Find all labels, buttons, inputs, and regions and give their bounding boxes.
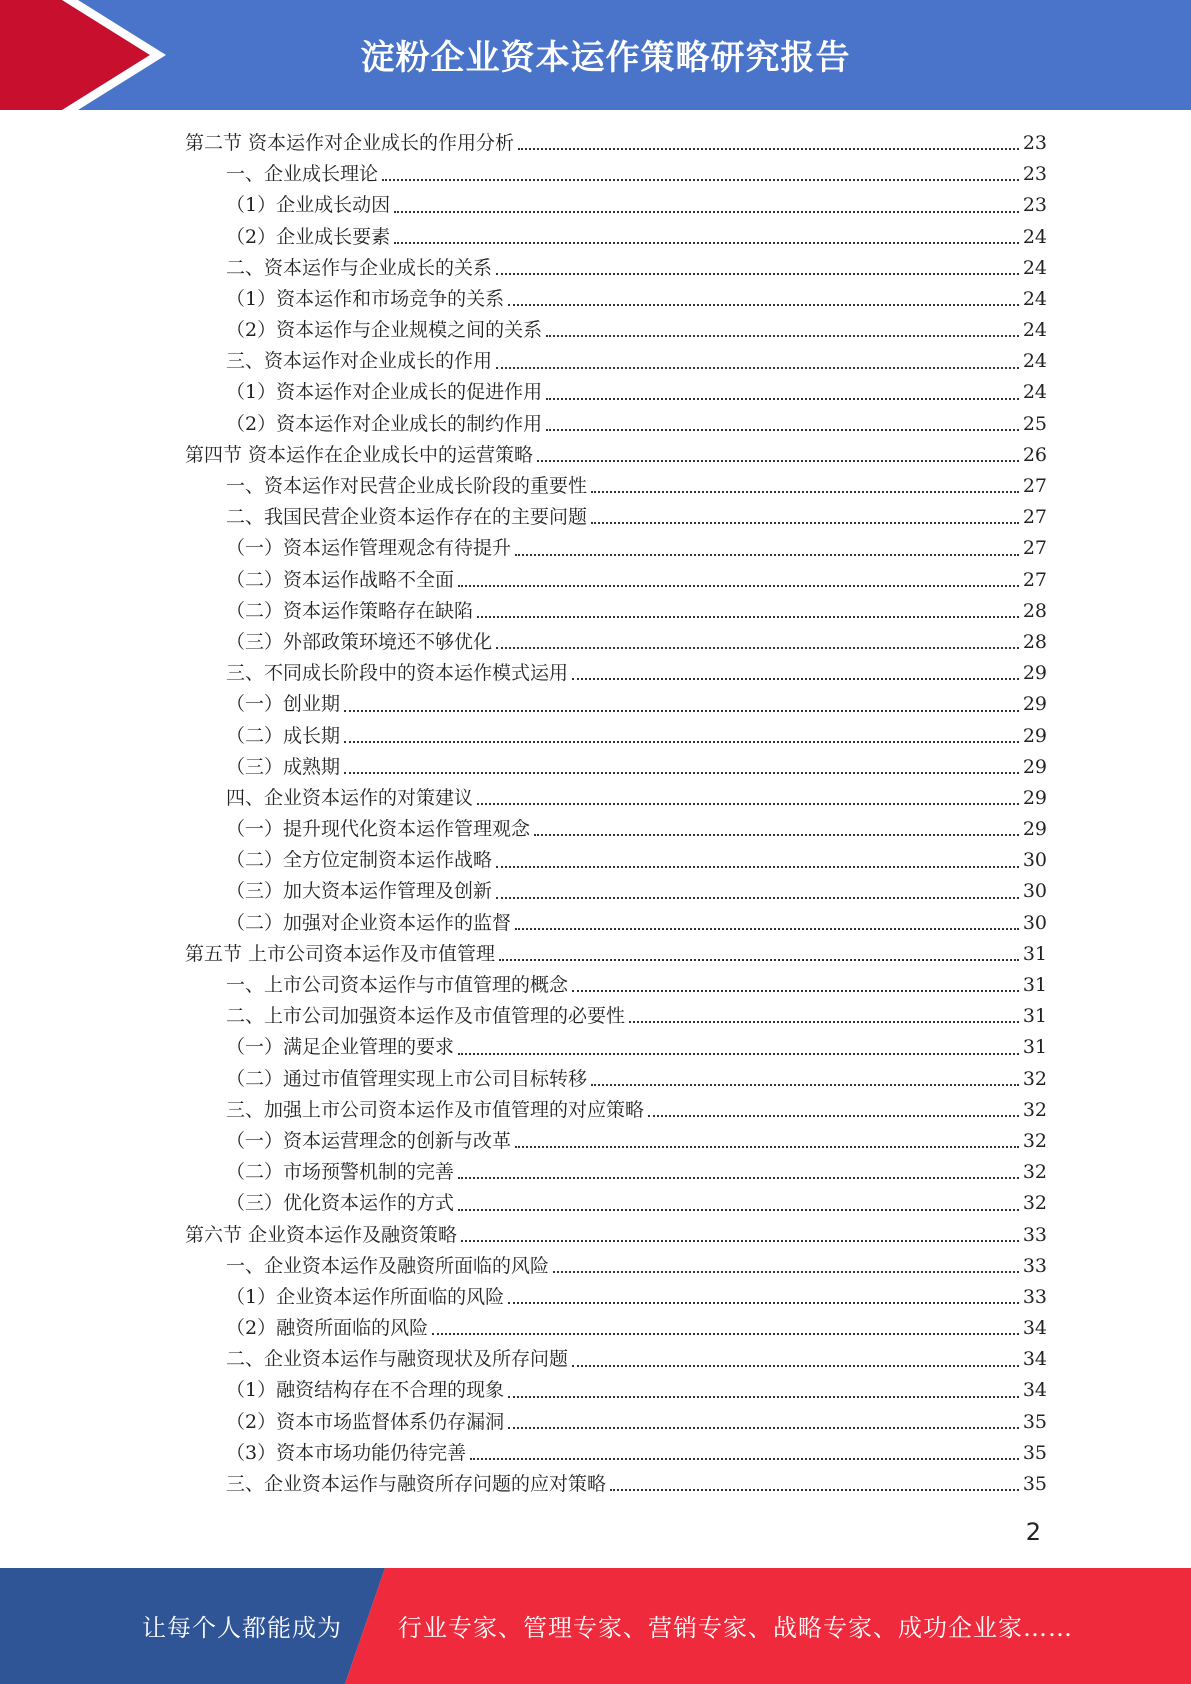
toc-entry-page: 35 xyxy=(1022,1410,1047,1433)
toc-dot-leader xyxy=(477,802,1019,805)
toc-dot-leader xyxy=(572,677,1019,680)
toc-entry[interactable] xyxy=(185,378,1047,409)
toc-entry-page: 29 xyxy=(1022,786,1047,809)
toc-entry-page: 31 xyxy=(1022,942,1047,965)
toc-entry[interactable] xyxy=(185,1313,1047,1344)
toc-entry-title: （一）提升现代化资本运作管理观念 xyxy=(226,818,531,841)
toc-entry-page: 31 xyxy=(1022,1036,1047,1059)
toc-entry[interactable] xyxy=(185,284,1047,315)
toc-dot-leader xyxy=(572,1364,1019,1367)
toc-dot-leader xyxy=(496,646,1019,649)
toc-dot-leader xyxy=(537,459,1019,462)
toc-dot-leader xyxy=(515,927,1019,930)
toc-entry[interactable] xyxy=(185,596,1047,627)
toc-entry-title: （二）全方位定制资本运作战略 xyxy=(226,849,493,872)
toc-entry[interactable] xyxy=(185,1188,1047,1219)
footer-slogan-right: 行业专家、管理专家、营销专家、战略专家、成功企业家…… xyxy=(398,1614,1073,1642)
toc-entry[interactable] xyxy=(185,1095,1047,1126)
toc-entry-page: 25 xyxy=(1022,412,1047,435)
toc-entry-page: 29 xyxy=(1022,724,1047,747)
toc-entry-title: （三）优化资本运作的方式 xyxy=(226,1192,455,1215)
toc-entry[interactable] xyxy=(185,1438,1047,1469)
toc-entry-title: 三、不同成长阶段中的资本运作模式运用 xyxy=(226,662,569,685)
toc-dot-leader xyxy=(458,1208,1019,1211)
toc-entry-page: 24 xyxy=(1022,381,1047,404)
toc-dot-leader xyxy=(553,1270,1019,1273)
toc-entry-page: 28 xyxy=(1022,599,1047,622)
toc-dot-leader xyxy=(344,709,1019,712)
table-of-contents xyxy=(185,128,1047,1500)
toc-dot-leader xyxy=(461,1239,1019,1242)
toc-entry-page: 33 xyxy=(1022,1223,1047,1246)
toc-dot-leader xyxy=(394,241,1019,244)
toc-dot-leader xyxy=(382,178,1019,181)
toc-entry-page: 32 xyxy=(1022,1129,1047,1152)
toc-entry-page: 32 xyxy=(1022,1161,1047,1184)
toc-entry-page: 27 xyxy=(1022,475,1047,498)
toc-entry[interactable] xyxy=(185,409,1047,440)
toc-entry-page: 23 xyxy=(1022,131,1047,154)
toc-entry-title: （1）融资结构存在不合理的现象 xyxy=(226,1379,505,1402)
toc-dot-leader xyxy=(508,1426,1019,1429)
toc-entry-page: 24 xyxy=(1022,287,1047,310)
toc-dot-leader xyxy=(496,865,1019,868)
toc-entry-title: （2）资本市场监督体系仍存漏洞 xyxy=(226,1410,505,1433)
toc-entry-page: 24 xyxy=(1022,256,1047,279)
toc-entry-title: （1）资本运作对企业成长的促进作用 xyxy=(226,381,543,404)
toc-entry[interactable] xyxy=(185,752,1047,783)
toc-dot-leader xyxy=(591,521,1019,524)
toc-entry[interactable] xyxy=(185,565,1047,596)
toc-entry-page: 26 xyxy=(1022,443,1047,466)
toc-dot-leader xyxy=(534,833,1019,836)
toc-dot-leader xyxy=(432,1332,1019,1335)
toc-entry[interactable] xyxy=(185,814,1047,845)
toc-entry-title: （一）满足企业管理的要求 xyxy=(226,1036,455,1059)
toc-dot-leader xyxy=(499,958,1019,961)
toc-entry-title: （二）资本运作策略存在缺陷 xyxy=(226,599,474,622)
toc-entry-title: （三）外部政策环境还不够优化 xyxy=(226,630,493,653)
toc-entry-page: 32 xyxy=(1022,1192,1047,1215)
toc-entry-page: 24 xyxy=(1022,319,1047,342)
toc-entry[interactable] xyxy=(185,1282,1047,1313)
toc-entry-page: 27 xyxy=(1022,506,1047,529)
toc-entry-title: （二）成长期 xyxy=(226,724,341,747)
toc-entry[interactable] xyxy=(185,128,1047,159)
toc-entry[interactable] xyxy=(185,1157,1047,1188)
toc-entry-page: 24 xyxy=(1022,225,1047,248)
toc-entry-page: 27 xyxy=(1022,568,1047,591)
toc-entry-page: 27 xyxy=(1022,537,1047,560)
toc-entry-page: 29 xyxy=(1022,693,1047,716)
toc-entry-title: 二、资本运作与企业成长的关系 xyxy=(226,256,493,279)
toc-entry[interactable] xyxy=(185,533,1047,564)
toc-entry-page: 29 xyxy=(1022,755,1047,778)
toc-dot-leader xyxy=(648,1114,1019,1117)
toc-entry[interactable] xyxy=(185,159,1047,190)
toc-entry[interactable] xyxy=(185,845,1047,876)
toc-entry-title: （2）融资所面临的风险 xyxy=(226,1317,429,1340)
toc-entry[interactable] xyxy=(185,1001,1047,1032)
toc-entry[interactable] xyxy=(185,627,1047,658)
toc-entry[interactable] xyxy=(185,877,1047,908)
toc-entry[interactable] xyxy=(185,315,1047,346)
toc-entry-title: 二、我国民营企业资本运作存在的主要问题 xyxy=(226,506,588,529)
toc-entry-title: （二）通过市值管理实现上市公司目标转移 xyxy=(226,1067,588,1090)
toc-dot-leader xyxy=(546,334,1019,337)
toc-entry-page: 35 xyxy=(1022,1441,1047,1464)
toc-entry-title: （一）创业期 xyxy=(226,693,341,716)
toc-entry[interactable] xyxy=(185,1376,1047,1407)
toc-entry-title: 一、上市公司资本运作与市值管理的概念 xyxy=(226,974,569,997)
toc-entry-title: （二）资本运作战略不全面 xyxy=(226,568,455,591)
toc-dot-leader xyxy=(394,210,1019,213)
toc-entry-page: 34 xyxy=(1022,1317,1047,1340)
toc-entry[interactable] xyxy=(185,721,1047,752)
toc-entry[interactable] xyxy=(185,1407,1047,1438)
toc-entry[interactable] xyxy=(185,1032,1047,1063)
toc-dot-leader xyxy=(458,1176,1019,1179)
toc-entry[interactable] xyxy=(185,222,1047,253)
toc-entry-title: 一、资本运作对民营企业成长阶段的重要性 xyxy=(226,475,588,498)
page-header xyxy=(0,0,1191,110)
toc-entry[interactable] xyxy=(185,783,1047,814)
toc-entry[interactable] xyxy=(185,440,1047,471)
toc-entry-title: （2）资本运作与企业规模之间的关系 xyxy=(226,319,543,342)
toc-entry-title: （三）加大资本运作管理及创新 xyxy=(226,880,493,903)
toc-entry-page: 31 xyxy=(1022,1005,1047,1028)
toc-entry-title: （1）企业资本运作所面临的风险 xyxy=(226,1285,505,1308)
toc-dot-leader xyxy=(496,366,1019,369)
toc-entry-title: 第二节 资本运作对企业成长的作用分析 xyxy=(185,131,515,154)
toc-entry-title: 四、企业资本运作的对策建议 xyxy=(226,786,474,809)
toc-dot-leader xyxy=(508,1395,1019,1398)
toc-dot-leader xyxy=(515,553,1019,556)
toc-dot-leader xyxy=(515,1145,1019,1148)
toc-entry-page: 30 xyxy=(1022,849,1047,872)
toc-dot-leader xyxy=(477,615,1019,618)
toc-dot-leader xyxy=(496,272,1019,275)
toc-entry[interactable] xyxy=(185,1126,1047,1157)
toc-entry[interactable] xyxy=(185,471,1047,502)
footer-slogan-left: 让每个人都能成为 xyxy=(142,1614,342,1642)
toc-entry-page: 35 xyxy=(1022,1473,1047,1496)
toc-entry-page: 30 xyxy=(1022,911,1047,934)
toc-entry-title: 一、企业成长理论 xyxy=(226,163,379,186)
toc-dot-leader xyxy=(344,740,1019,743)
toc-entry-title: （一）资本运作管理观念有待提升 xyxy=(226,537,512,560)
toc-entry-page: 32 xyxy=(1022,1098,1047,1121)
toc-entry-title: 第五节 上市公司资本运作及市值管理 xyxy=(185,942,496,965)
toc-entry-page: 28 xyxy=(1022,630,1047,653)
toc-entry-page: 33 xyxy=(1022,1285,1047,1308)
toc-entry[interactable] xyxy=(185,346,1047,377)
toc-entry-page: 31 xyxy=(1022,974,1047,997)
toc-entry[interactable] xyxy=(185,502,1047,533)
toc-entry[interactable] xyxy=(185,1220,1047,1251)
toc-entry-title: 三、资本运作对企业成长的作用 xyxy=(226,350,493,373)
toc-entry-title: 二、上市公司加强资本运作及市值管理的必要性 xyxy=(226,1005,626,1028)
toc-entry-title: 二、企业资本运作与融资现状及所存问题 xyxy=(226,1348,569,1371)
toc-entry-title: （2）企业成长要素 xyxy=(226,225,391,248)
toc-entry-title: 三、企业资本运作与融资所存问题的应对策略 xyxy=(226,1473,607,1496)
toc-entry-page: 34 xyxy=(1022,1379,1047,1402)
toc-entry-title: （二）加强对企业资本运作的监督 xyxy=(226,911,512,934)
toc-entry-title: （一）资本运营理念的创新与改革 xyxy=(226,1129,512,1152)
toc-entry-title: （二）市场预警机制的完善 xyxy=(226,1161,455,1184)
toc-entry-page: 33 xyxy=(1022,1254,1047,1277)
page-footer xyxy=(0,1568,1191,1684)
document-title: 淀粉企业资本运作策略研究报告 xyxy=(360,38,851,78)
toc-entry-title: （1）资本运作和市场竞争的关系 xyxy=(226,287,505,310)
toc-entry[interactable] xyxy=(185,1251,1047,1282)
toc-entry-page: 29 xyxy=(1022,662,1047,685)
toc-entry-page: 23 xyxy=(1022,163,1047,186)
toc-entry-page: 30 xyxy=(1022,880,1047,903)
toc-dot-leader xyxy=(508,1301,1019,1304)
toc-entry[interactable] xyxy=(185,1344,1047,1375)
toc-entry[interactable] xyxy=(185,253,1047,284)
toc-entry[interactable] xyxy=(185,908,1047,939)
toc-dot-leader xyxy=(546,428,1019,431)
toc-dot-leader xyxy=(591,490,1019,493)
toc-entry-title: 三、加强上市公司资本运作及市值管理的对应策略 xyxy=(226,1098,645,1121)
toc-dot-leader xyxy=(458,1052,1019,1055)
toc-dot-leader xyxy=(496,896,1019,899)
toc-entry-page: 32 xyxy=(1022,1067,1047,1090)
toc-entry-page: 34 xyxy=(1022,1348,1047,1371)
toc-entry[interactable] xyxy=(185,1064,1047,1095)
toc-entry-title: （三）成熟期 xyxy=(226,755,341,778)
toc-dot-leader xyxy=(591,1083,1019,1086)
toc-entry[interactable] xyxy=(185,1469,1047,1500)
toc-dot-leader xyxy=(458,584,1019,587)
toc-entry-title: （2）资本运作对企业成长的制约作用 xyxy=(226,412,543,435)
toc-dot-leader xyxy=(508,303,1019,306)
toc-entry[interactable] xyxy=(185,970,1047,1001)
toc-dot-leader xyxy=(518,147,1019,150)
toc-entry[interactable] xyxy=(185,939,1047,970)
toc-entry-page: 24 xyxy=(1022,350,1047,373)
toc-entry-title: （1）企业成长动因 xyxy=(226,194,391,217)
toc-entry[interactable] xyxy=(185,689,1047,720)
toc-entry-page: 29 xyxy=(1022,818,1047,841)
toc-dot-leader xyxy=(572,989,1019,992)
toc-entry-title: 第六节 企业资本运作及融资策略 xyxy=(185,1223,458,1246)
toc-entry-title: （3）资本市场功能仍待完善 xyxy=(226,1441,467,1464)
toc-dot-leader xyxy=(344,771,1019,774)
toc-dot-leader xyxy=(546,397,1019,400)
toc-dot-leader xyxy=(610,1488,1019,1491)
toc-entry-title: 一、企业资本运作及融资所面临的风险 xyxy=(226,1254,550,1277)
page-number: 2 xyxy=(1025,1518,1041,1546)
toc-entry[interactable] xyxy=(185,190,1047,221)
toc-dot-leader xyxy=(470,1457,1019,1460)
toc-entry-page: 23 xyxy=(1022,194,1047,217)
toc-entry-title: 第四节 资本运作在企业成长中的运营策略 xyxy=(185,443,534,466)
toc-entry[interactable] xyxy=(185,658,1047,689)
toc-dot-leader xyxy=(629,1020,1019,1023)
